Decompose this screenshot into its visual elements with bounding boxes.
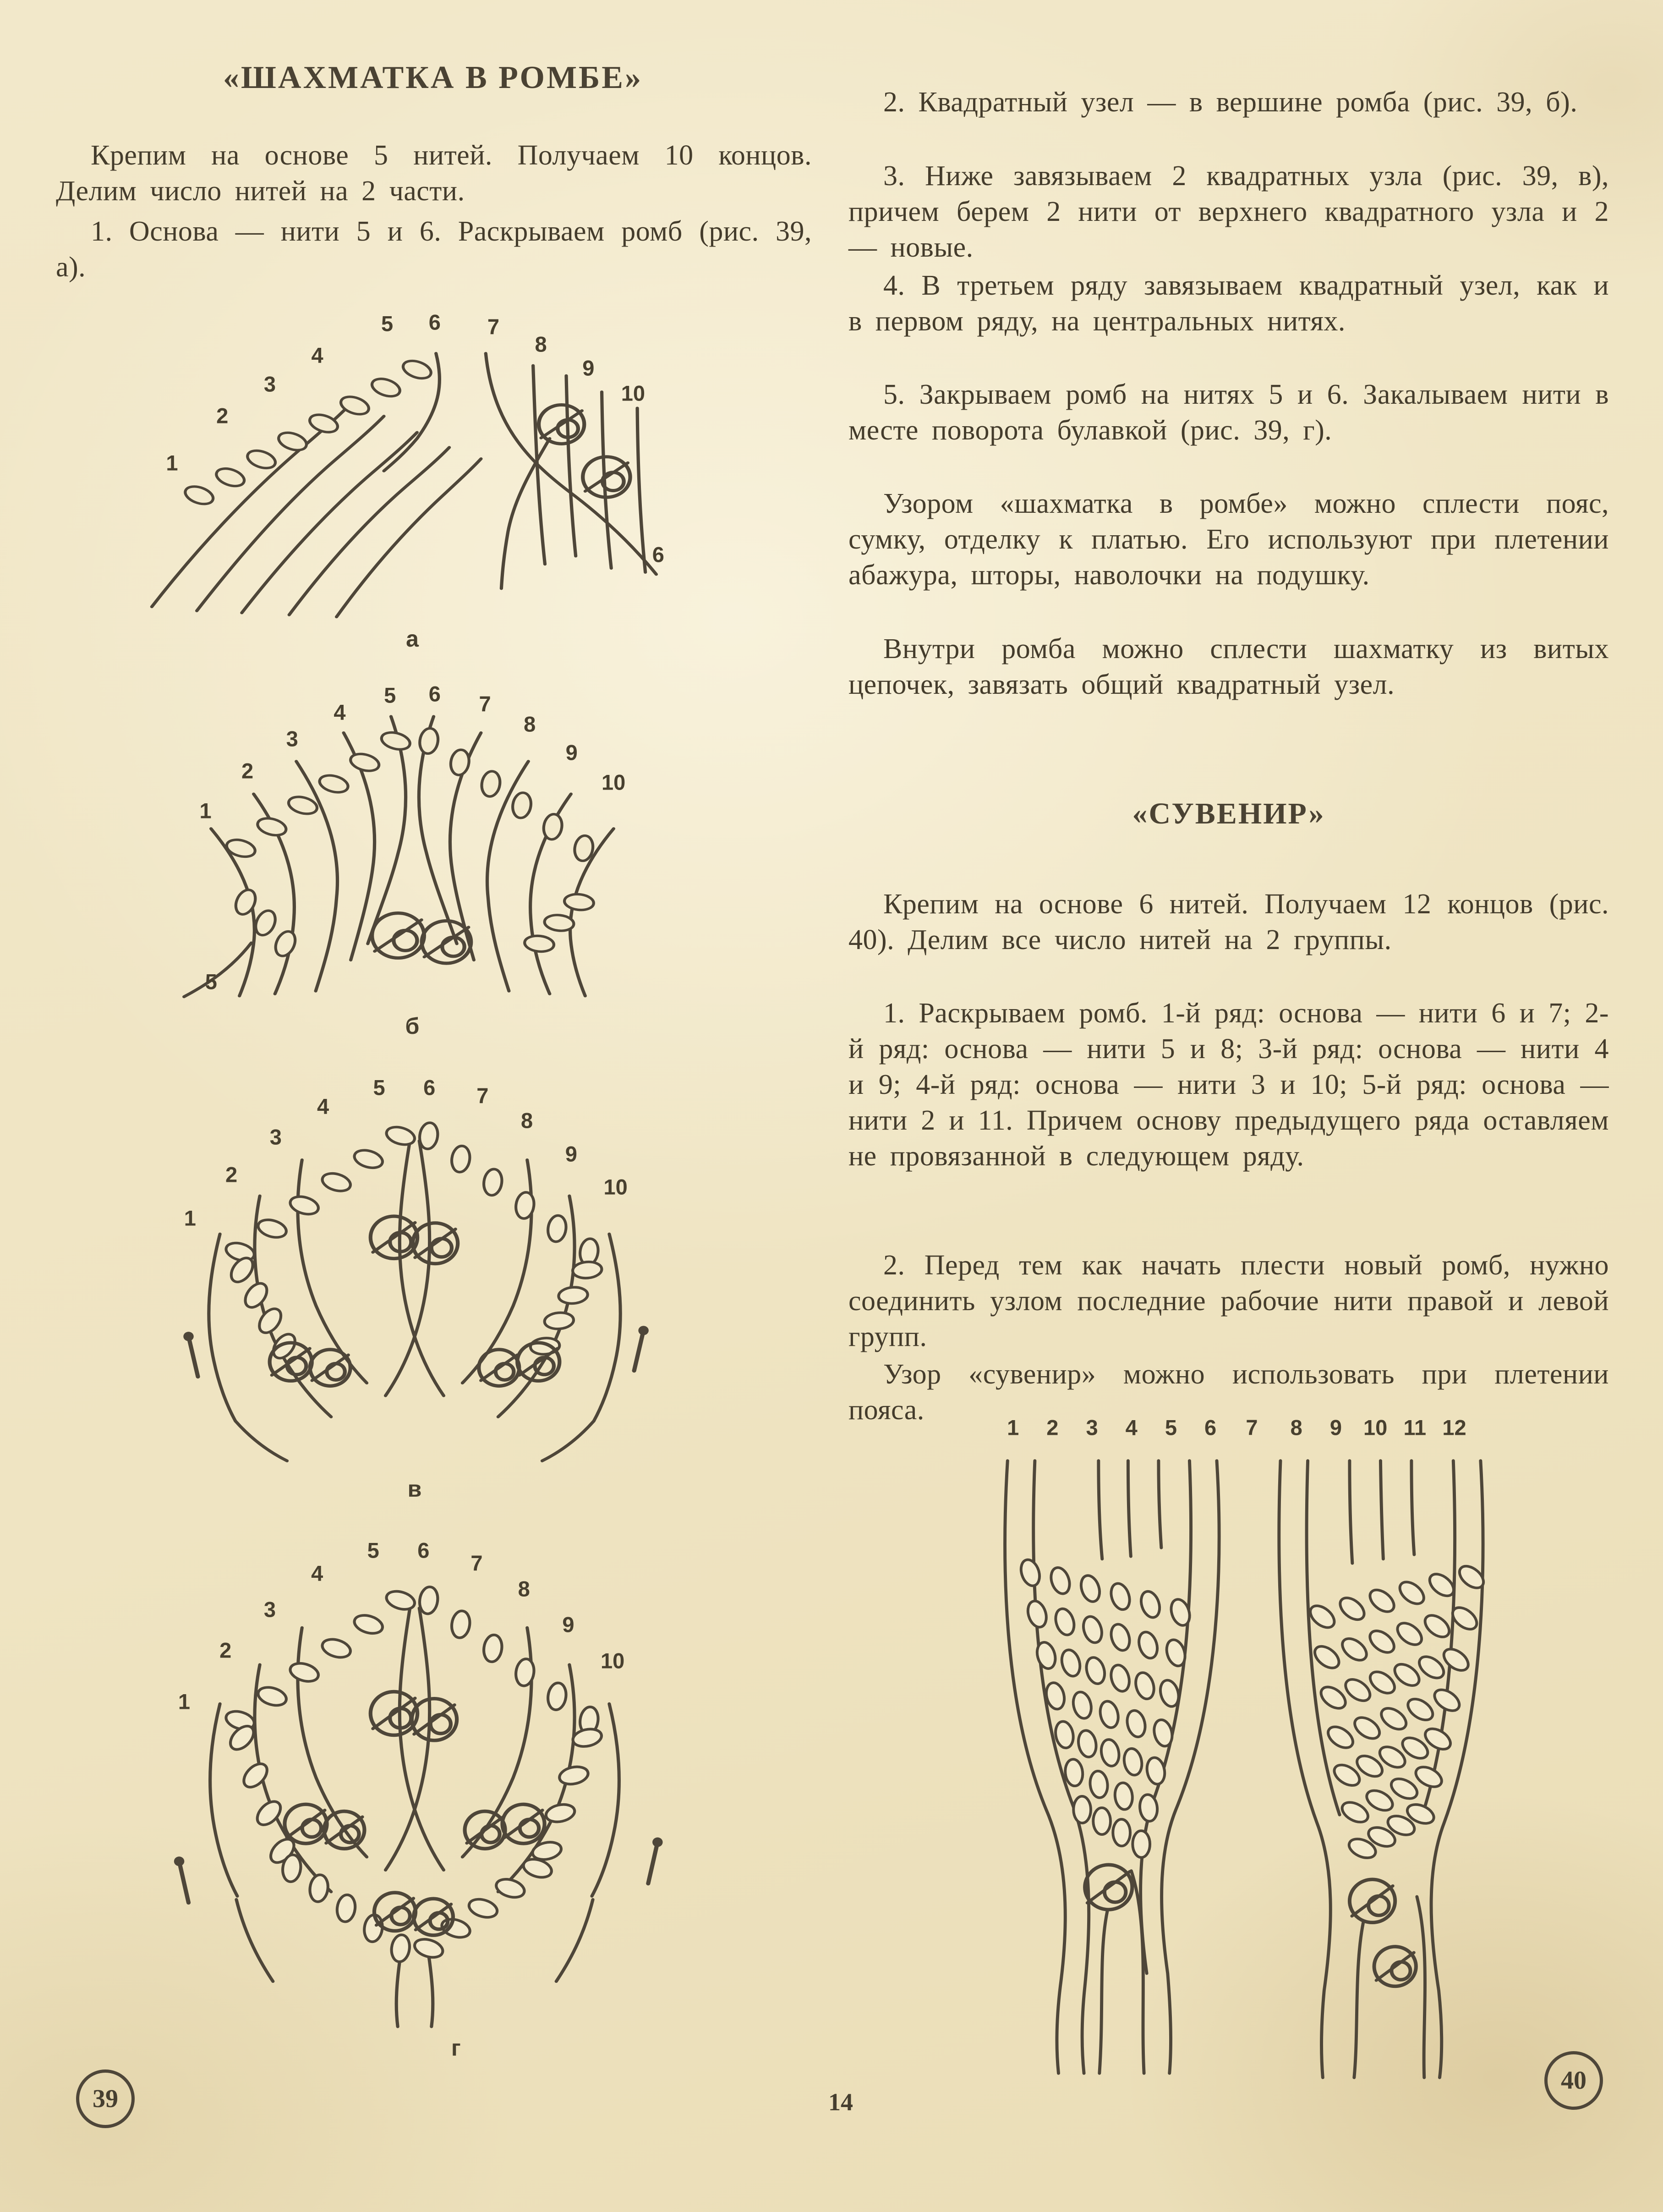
- knot-bead: [1053, 1607, 1077, 1637]
- paragraph: 1. Основа — нити 5 и 6. Раскрываем ромб (рис. 39, а).: [56, 216, 812, 283]
- pin-needle: [179, 1861, 188, 1903]
- paragraph: 2. Перед тем как начать плести новый ромб, нужно соединить узлом последние рабочие нити правой и левой групп.: [848, 1250, 1609, 1352]
- knot-bead: [450, 1610, 471, 1639]
- knot-bead: [1338, 1635, 1371, 1664]
- knot-bead: [1132, 1831, 1150, 1858]
- thread-number-label: 7: [1246, 1415, 1258, 1440]
- thread-number-label: 10: [602, 770, 626, 795]
- figure-39-badge: 39: [76, 2069, 135, 2128]
- rope-thread: [556, 1899, 593, 1981]
- rope-thread: [542, 1421, 594, 1461]
- knot-bead: [1100, 1738, 1121, 1767]
- knot-bead: [1108, 1663, 1132, 1693]
- knot-bead: [255, 815, 289, 838]
- knot-bead: [1034, 1641, 1058, 1670]
- paragraph: Крепим на основе 6 нитей. Получаем 12 концов (рис. 40). Делим все число нитей на 2 группы.: [848, 889, 1609, 955]
- knot-bead: [275, 429, 310, 454]
- knot-bead: [239, 1760, 271, 1791]
- rope-thread: [296, 761, 338, 991]
- knot-bead: [1164, 1638, 1188, 1668]
- thread-number-label: 9: [1329, 1415, 1342, 1440]
- rope-thread: [1422, 1461, 1455, 1815]
- thread-number-label: 6: [428, 681, 441, 706]
- knot-bead: [572, 1261, 602, 1279]
- knot-bead: [1395, 1578, 1428, 1608]
- rope-thread: [1159, 1461, 1161, 1548]
- right-section-title: «СУВЕНИР»: [1132, 797, 1325, 830]
- knot-bead: [1114, 1782, 1133, 1810]
- thread-number-label: 4: [334, 700, 346, 725]
- knot-bead: [1351, 1713, 1384, 1743]
- knot-bead: [256, 1684, 289, 1708]
- thread-number-label: 1: [166, 450, 178, 475]
- thread-number-label: 8: [524, 712, 536, 736]
- knot-bead: [1089, 1770, 1109, 1798]
- rope-thread: [1380, 1461, 1383, 1559]
- knot-bead: [1077, 1729, 1098, 1758]
- rope-thread: [236, 1899, 273, 1981]
- knot-bead: [1093, 1808, 1110, 1835]
- rope-thread: [396, 1955, 400, 2027]
- thread-number-label: 5: [1165, 1415, 1177, 1440]
- knot-bead: [336, 1894, 357, 1923]
- pin-head: [183, 1332, 194, 1341]
- thread-number-label: 8: [521, 1108, 533, 1133]
- knot-bead: [1412, 1763, 1445, 1791]
- knot-bead: [1336, 1594, 1368, 1624]
- knot-bead: [1113, 1819, 1130, 1846]
- thread-number-label: 3: [286, 726, 298, 751]
- loop-knot-inner: [302, 1819, 321, 1837]
- knot-bead: [412, 1936, 445, 1961]
- thread-number-label: 10: [621, 381, 646, 406]
- rope-thread: [1417, 1897, 1425, 2078]
- thread-number-label: 5: [205, 969, 217, 994]
- rope-thread: [501, 439, 549, 588]
- thread-number-label: 5: [367, 1538, 379, 1563]
- diagram-caption: г: [451, 2035, 461, 2061]
- knot-bead: [571, 1727, 603, 1749]
- knot-bead: [558, 1764, 590, 1787]
- pin-head: [652, 1838, 663, 1847]
- thread-number-label: 9: [565, 740, 578, 765]
- diagram-caption: б: [405, 1013, 420, 1039]
- thread-number-label: 10: [601, 1648, 625, 1673]
- thread-number-label: 7: [476, 1083, 489, 1108]
- knot-bead: [1108, 1622, 1132, 1652]
- knot-drawing: [962, 1444, 1599, 2090]
- paragraph: 1. Раскрываем ромб. 1-й ряд: основа — нити 6 и 7; 2-й ряд: основа — нити 5 и 8; 3-й ряд: основа — нити 4 и 9; 4-й ряд: основа — нити 3 и 10; 5-й ряд: основа — нити 2 и 11. Причем основу предыдущего ряда оставляем не провязанной в следующем ряду.: [848, 998, 1609, 1172]
- knot-bead: [352, 1612, 385, 1636]
- loop-knot-inner: [431, 1715, 451, 1734]
- knot-bead: [400, 357, 434, 382]
- thread-number-label: 2: [241, 758, 254, 783]
- rope-thread: [1100, 1910, 1108, 2073]
- thread-number-label: 1: [178, 1689, 190, 1714]
- knot-bead: [1081, 1614, 1105, 1645]
- knot-bead: [255, 1306, 285, 1336]
- pin-needle: [189, 1336, 198, 1377]
- rope-thread: [1099, 1461, 1102, 1559]
- knot-bead: [306, 412, 341, 436]
- knot-bead: [384, 1124, 417, 1148]
- knot-bead: [1025, 1599, 1049, 1629]
- thread-number-label: 5: [381, 311, 394, 336]
- knot-bead: [558, 1286, 589, 1305]
- knot-bead: [1138, 1589, 1163, 1619]
- pin-needle: [648, 1842, 657, 1883]
- figure-40-diagram: [962, 1411, 1599, 2090]
- knot-bead: [542, 813, 563, 840]
- knot-bead: [547, 1215, 568, 1243]
- thread-number-label: 6: [428, 310, 441, 335]
- thread-number-label: 4: [311, 1561, 323, 1586]
- knot-bead: [241, 1280, 271, 1311]
- thread-number-label: 6: [1204, 1415, 1217, 1440]
- thread-number-label: 6: [423, 1075, 436, 1100]
- thread-number-label: 3: [263, 1597, 276, 1622]
- thread-number-label: 10: [1363, 1415, 1388, 1440]
- thread-number-label: 2: [219, 1638, 232, 1663]
- knot-bead: [363, 1914, 384, 1943]
- rope-thread: [1128, 1461, 1131, 1557]
- rope-thread: [1431, 1461, 1483, 2078]
- loop-knot-inner: [496, 1364, 514, 1380]
- knot-bead: [224, 837, 257, 860]
- paragraph: Узором «шахматка в ромбе» можно сплести пояс, сумку, отделку к платью. Его используют при плетении абажура, шторы, наволочки на подушку.: [848, 488, 1609, 591]
- figure-39a-diagram: [133, 305, 692, 652]
- loop-knot-inner: [394, 930, 417, 950]
- rope-thread: [209, 1234, 235, 1421]
- thread-number-label: 2: [216, 403, 229, 428]
- knot-bead: [320, 1636, 353, 1660]
- knot-bead: [213, 465, 247, 489]
- thread-number-label: 2: [1046, 1415, 1059, 1440]
- thread-number-label: 7: [470, 1551, 483, 1575]
- knot-bead: [1339, 1798, 1372, 1826]
- knot-bead: [1366, 1627, 1398, 1657]
- knot-bead: [1311, 1642, 1343, 1672]
- knot-bead: [482, 1168, 503, 1196]
- knot-bead: [1122, 1747, 1143, 1776]
- knot-bead: [1388, 1775, 1421, 1803]
- thread-number-label: 8: [1290, 1415, 1302, 1440]
- knot-bead: [1366, 1586, 1398, 1616]
- knot-bead: [1306, 1602, 1339, 1632]
- figure-39g-diagram: [119, 1517, 710, 2061]
- knot-bead: [563, 893, 595, 911]
- knot-drawing: [119, 1056, 710, 1471]
- knot-bead: [308, 1874, 329, 1903]
- loop-knot-inner: [391, 1907, 410, 1925]
- knot-bead: [1078, 1574, 1103, 1604]
- loop-knot-inner: [1368, 1896, 1389, 1915]
- paragraph: Крепим на основе 5 нитей. Получаем 10 концов. Делим число нитей на 2 части.: [56, 140, 812, 207]
- knot-bead: [288, 1660, 321, 1685]
- figure-39v-diagram: [119, 1056, 710, 1502]
- loop-knot-inner: [1391, 1962, 1410, 1980]
- knot-bead: [1431, 1685, 1464, 1715]
- knot-bead: [252, 908, 279, 937]
- knot-bead: [449, 749, 470, 776]
- rope-thread: [594, 1234, 620, 1421]
- knot-bead: [1098, 1700, 1121, 1729]
- knot-drawing: [133, 674, 692, 1008]
- thread-number-label: 3: [1086, 1415, 1098, 1440]
- thread-number-label: 5: [373, 1075, 385, 1100]
- knot-bead: [369, 375, 403, 400]
- knot-bead: [544, 1802, 577, 1824]
- knot-bead: [1084, 1656, 1108, 1685]
- thread-number-label: 3: [269, 1125, 282, 1149]
- paragraph: Внутри ромба можно сплести шахматку из витых цепочек, завязать общий квадратный узел.: [848, 633, 1609, 700]
- knot-bead: [482, 1634, 503, 1663]
- knot-bead: [1064, 1758, 1084, 1786]
- page-number: 14: [828, 2088, 853, 2116]
- knot-bead: [1404, 1695, 1437, 1724]
- knot-bead: [1071, 1691, 1094, 1720]
- thread-number-label: 1: [184, 1206, 196, 1230]
- rope-thread: [566, 376, 576, 556]
- knot-bead: [182, 483, 216, 507]
- rope-thread: [429, 1955, 433, 2027]
- knot-bead: [244, 447, 279, 472]
- thread-number-label: 9: [562, 1612, 574, 1637]
- knot-bead: [1059, 1648, 1083, 1678]
- knot-bead: [1145, 1756, 1166, 1785]
- loop-knot-inner: [327, 1364, 345, 1380]
- rope-thread: [235, 1421, 287, 1461]
- rope-thread: [1354, 1922, 1363, 2077]
- thread-number-label: 4: [317, 1094, 329, 1119]
- thread-number-labels: [962, 1411, 1599, 1444]
- knot-bead: [288, 1193, 321, 1217]
- thread-number-label: 1: [1007, 1415, 1019, 1440]
- paragraph: 4. В третьем ряду завязываем квадратный узел, как и в первом ряду, на центральных нитях.: [848, 270, 1609, 337]
- thread-number-label: 5: [384, 683, 396, 708]
- knot-bead: [352, 1147, 385, 1171]
- knot-bead: [1108, 1581, 1133, 1612]
- pin-needle: [634, 1330, 643, 1371]
- knot-bead: [1136, 1630, 1160, 1660]
- thread-number-label: 8: [518, 1576, 530, 1601]
- rope-thread: [637, 408, 646, 572]
- knot-bead: [256, 1217, 289, 1240]
- knot-bead: [1133, 1671, 1157, 1701]
- thread-number-label: 3: [263, 372, 276, 396]
- knot-bead: [524, 934, 555, 953]
- knot-bead: [1421, 1611, 1453, 1641]
- knot-drawing: [133, 305, 692, 621]
- loop-knot-inner: [1105, 1882, 1126, 1902]
- knot-bead: [418, 1122, 439, 1150]
- paragraph: 2. Квадратный узел — в вершине ромба (рис. 39, б).: [883, 87, 1578, 118]
- knot-bead: [418, 727, 440, 754]
- knot-bead: [418, 1586, 439, 1615]
- rope-thread: [486, 353, 656, 574]
- rope-thread: [1141, 1461, 1191, 1974]
- thread-number-label: 12: [1442, 1415, 1466, 1440]
- knot-bead: [1125, 1709, 1148, 1738]
- knot-bead: [480, 770, 502, 797]
- knot-bead: [1363, 1787, 1396, 1815]
- loop-knot-inner: [481, 1826, 500, 1843]
- knot-drawing: [119, 1517, 710, 2030]
- thread-number-label: 6: [652, 542, 664, 567]
- thread-number-label: 8: [535, 332, 547, 357]
- thread-number-label: 1: [199, 798, 212, 823]
- pin-head: [174, 1856, 185, 1866]
- figure-40-badge: 40: [1544, 2051, 1603, 2110]
- thread-number-label: 9: [582, 356, 595, 380]
- knot-bead: [1377, 1704, 1410, 1734]
- loop-knot-inner: [341, 1826, 359, 1843]
- loop-knot-inner: [432, 1239, 452, 1257]
- thread-number-label: 10: [603, 1175, 628, 1199]
- knot-bead: [1073, 1796, 1091, 1823]
- knot-bead: [466, 1896, 500, 1921]
- knot-bead: [338, 393, 372, 417]
- knot-bead: [1018, 1558, 1043, 1588]
- thread-number-label: 6: [417, 1538, 430, 1563]
- knot-bead: [547, 1682, 568, 1711]
- knot-bead: [450, 1145, 471, 1173]
- loop-knot-inner: [442, 937, 464, 956]
- figure-39b-diagram: [133, 674, 692, 1039]
- paragraph: 3. Ниже завязываем 2 квадратных узла (рис. 39, в), причем берем 2 нити от верхнего квадратного узла и 2 — новые.: [848, 160, 1609, 263]
- knot-bead: [272, 929, 299, 958]
- paragraph: 5. Закрываем ромб на нитях 5 и 6. Закалываем нити в месте поворота булавкой (рис. 39, г).: [848, 379, 1609, 446]
- knot-bead: [1048, 1565, 1073, 1596]
- thread-number-label: 2: [225, 1162, 238, 1187]
- thread-number-label: 7: [479, 692, 491, 716]
- diagram-caption: а: [406, 626, 419, 652]
- rope-thread: [1350, 1461, 1352, 1564]
- rope-thread: [1411, 1461, 1414, 1555]
- knot-bead: [1158, 1679, 1182, 1708]
- knot-bead: [317, 772, 350, 795]
- thread-number-label: 9: [565, 1142, 577, 1166]
- rope-thread: [1279, 1461, 1330, 2078]
- thread-number-label: 4: [311, 343, 323, 368]
- left-section-title: «ШАХМАТКА В РОМБЕ»: [223, 60, 643, 95]
- thread-number-label: 7: [487, 314, 499, 339]
- knot-bead: [286, 794, 319, 817]
- knot-bead: [1324, 1723, 1357, 1752]
- knot-bead: [493, 1876, 527, 1901]
- paragraph: Узор «сувенир» можно использовать при плетении пояса.: [848, 1359, 1609, 1426]
- pin-head: [638, 1326, 649, 1335]
- knot-bead: [379, 730, 412, 752]
- knot-bead: [1152, 1718, 1175, 1747]
- knot-bead: [1393, 1619, 1426, 1649]
- knot-bead: [1054, 1720, 1075, 1749]
- loop-knot-inner: [520, 1819, 539, 1837]
- thread-number-label: 11: [1403, 1415, 1427, 1440]
- knot-bead: [384, 1588, 417, 1613]
- diagram-caption: в: [407, 1476, 422, 1502]
- knot-bead: [511, 792, 533, 819]
- knot-bead: [348, 751, 381, 774]
- thread-number-label: 4: [1125, 1415, 1138, 1440]
- knot-bead: [390, 1934, 411, 1963]
- knot-bead: [320, 1170, 353, 1194]
- knot-bead: [232, 888, 259, 917]
- knot-bead: [544, 1312, 574, 1330]
- rope-thread: [1307, 1461, 1340, 1815]
